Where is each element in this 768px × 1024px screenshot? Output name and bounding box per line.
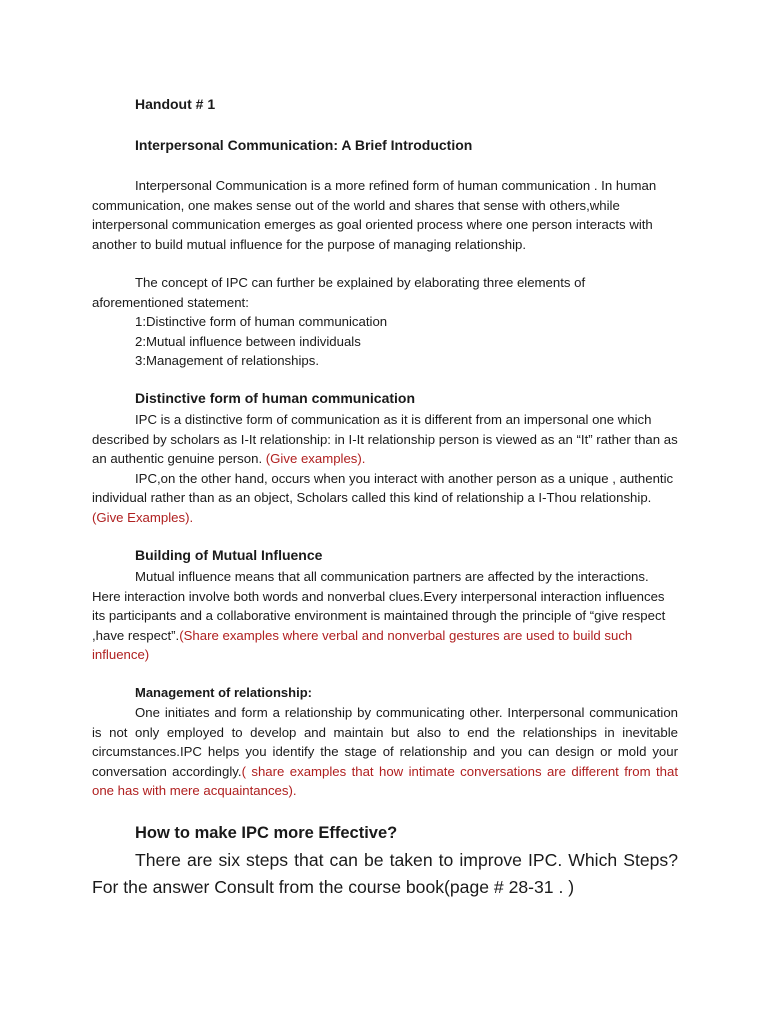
paragraph-text: IPC,on the other hand, occurs when you interact with another person as a unique , authentic individual rather than as an object, Scholars called this kind of relationship a I-Thou relationship.	[92, 470, 674, 505]
instruction-note: ( share examples that how intimate conversations are different from that one has with mere acquaintances).	[92, 763, 678, 798]
paragraph	[92, 410, 678, 469]
paragraph-text: IPC is a distinctive form of communication as it is different from an impersonal one which described by scholars as I-It relationship: in I-It relationship person is viewed as an “It” rather than as an authentic genuine person.	[92, 412, 678, 466]
paragraph-text: One initiates and form a relationship by communicating other. Interpersonal communication is not only employed to develop and maintain but also to end the relationships in inevitable circumstances.IPC helps you identify the stage of relationship and you can design or mold your conversation accordingly.	[92, 705, 678, 779]
elements-list	[92, 312, 721, 371]
instruction-note: (Give examples).	[265, 451, 366, 466]
section-body-distinctive	[92, 410, 678, 527]
list-item: 1:Distinctive form of human communication	[135, 314, 388, 329]
section-heading-distinctive: Distinctive form of human communication	[135, 390, 416, 406]
section-heading-management: Management of relationship:	[135, 685, 312, 700]
intro-paragraph: Interpersonal Communication is a more refined form of human communication . In human communication, one makes sense out of the world and shares that sense with others,while interpersonal communication emerges as goal oriented process where one person interacts with another to build mutual influence for the purpose of managing relationship.	[92, 178, 657, 252]
main-title: Interpersonal Communication: A Brief Introduction	[135, 137, 473, 153]
concept-paragraph: The concept of IPC can further be explained by elaborating three elements of aforementioned statement:	[92, 275, 586, 310]
instruction-note: (Share examples where verbal and nonverbal gestures are used to build such influence)	[92, 627, 633, 662]
paragraph-text: Mutual influence means that all communication partners are affected by the interactions. Here interaction involve both words and nonverbal clues.Every interpersonal interaction influences its participants and a collaborative environment is maintained through the principle of “give respect ,have respect”.	[92, 569, 666, 643]
section-heading-mutual-influence: Building of Mutual Influence	[135, 547, 323, 563]
section-body-effective: There are six steps that can be taken to improve IPC. Which Steps? For the answer Consult from the course book(page # 28-31 . )	[92, 850, 678, 897]
handout-title: Handout # 1	[135, 96, 216, 112]
section-body-management	[92, 703, 678, 801]
section-body-mutual-influence	[92, 567, 678, 665]
list-item: 2:Mutual influence between individuals	[135, 333, 361, 349]
paragraph	[92, 469, 678, 528]
list-item: 3:Management of relationships.	[135, 353, 320, 368]
instruction-note: (Give Examples).	[92, 509, 194, 525]
section-heading-effective: How to make IPC more Effective?	[135, 824, 398, 842]
